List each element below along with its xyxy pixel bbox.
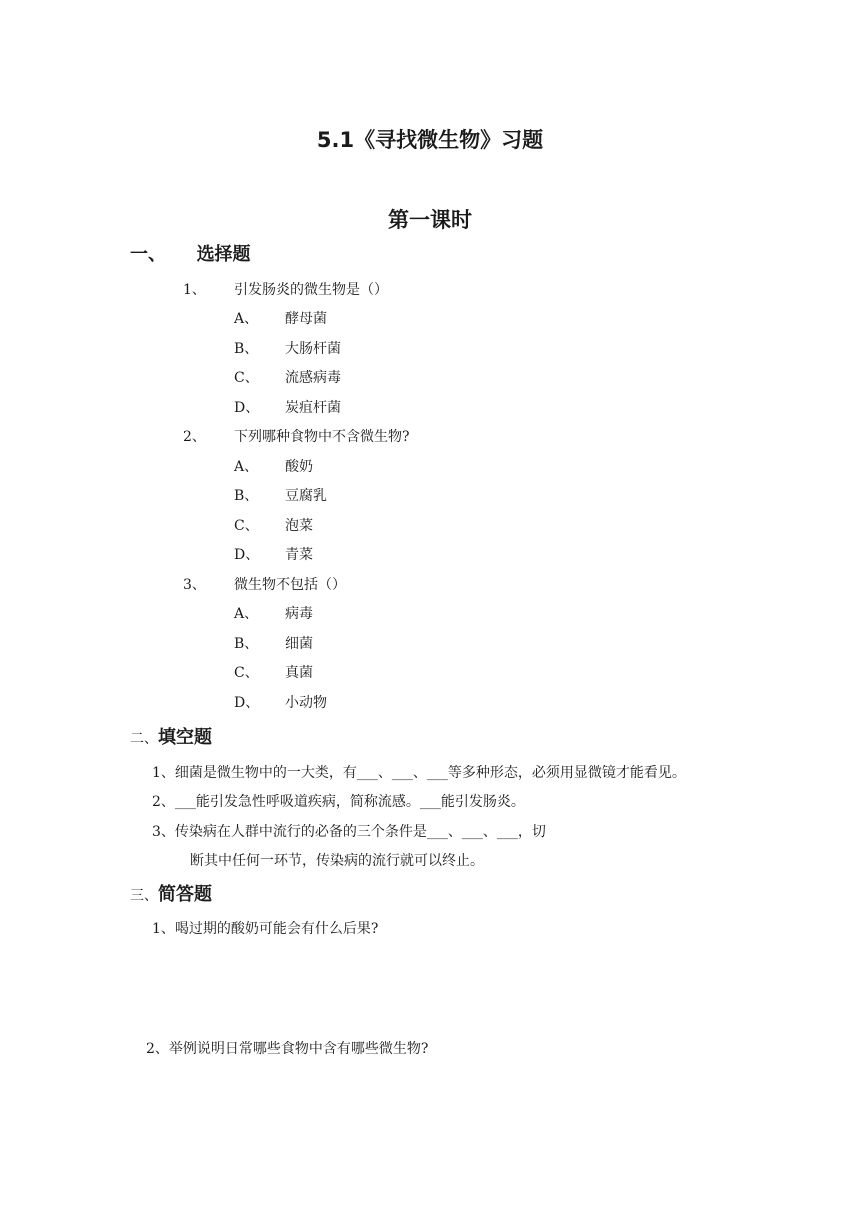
option-letter: C、 <box>234 665 259 681</box>
option-text: 豆腐乳 <box>285 488 327 504</box>
option-item <box>234 603 313 623</box>
question-number: 1、 <box>183 282 206 298</box>
section-label: 选择题 <box>196 244 251 265</box>
section-heading-short-answer <box>130 880 212 906</box>
section-label: 填空题 <box>158 727 212 748</box>
option-item <box>234 515 313 535</box>
option-item <box>234 338 341 358</box>
section-number: 一、 <box>130 244 166 265</box>
option-item <box>234 456 313 476</box>
page-title: 5.1《寻找微生物》习题 <box>316 128 544 152</box>
option-letter: A、 <box>234 606 259 622</box>
question-number: 3、 <box>183 577 206 593</box>
option-letter: C、 <box>234 518 259 534</box>
question-text: 微生物不包括（） <box>234 577 346 593</box>
option-text: 青菜 <box>285 547 313 563</box>
option-text: 酸奶 <box>285 459 313 475</box>
option-item <box>234 397 341 417</box>
option-text: 酵母菌 <box>285 311 327 327</box>
section-number: 三、 <box>130 888 158 904</box>
question-item <box>183 279 388 299</box>
short-answer-question: 1、喝过期的酸奶可能会有什么后果? <box>152 921 379 937</box>
option-letter: D、 <box>234 547 260 563</box>
question-text: 下列哪种食物中不含微生物? <box>234 429 410 445</box>
option-text: 小动物 <box>285 695 327 711</box>
option-letter: A、 <box>234 459 259 475</box>
option-item <box>234 308 327 328</box>
question-number: 2、 <box>183 429 206 445</box>
option-text: 炭疽杆菌 <box>285 400 341 416</box>
option-item <box>234 544 313 564</box>
option-letter: B、 <box>234 341 259 357</box>
option-text: 流感病毒 <box>285 370 341 386</box>
page-subtitle: 第一课时 <box>388 208 472 232</box>
fill-question-continuation: 断其中任何一环节，传染病的流行就可以终止。 <box>190 853 484 869</box>
option-item <box>234 662 313 682</box>
option-text: 真菌 <box>285 665 313 681</box>
section-heading-fill <box>130 723 212 749</box>
section-number: 二、 <box>130 731 158 747</box>
fill-question: 2、___能引发急性呼吸道疾病，简称流感。___能引发肠炎。 <box>152 794 525 810</box>
option-letter: D、 <box>234 695 260 711</box>
short-answer-question: 2、举例说明日常哪些食物中含有哪些微生物? <box>146 1041 429 1057</box>
option-letter: B、 <box>234 488 259 504</box>
option-letter: D、 <box>234 400 260 416</box>
question-item <box>183 426 410 446</box>
option-item <box>234 367 341 387</box>
question-item <box>183 574 346 594</box>
section-heading-choice <box>130 240 251 266</box>
question-text: 引发肠炎的微生物是（） <box>234 282 388 298</box>
option-item <box>234 485 327 505</box>
option-text: 泡菜 <box>285 518 313 534</box>
option-letter: B、 <box>234 636 259 652</box>
option-item <box>234 633 313 653</box>
fill-question: 1、细菌是微生物中的一大类，有___、___、___等多种形态，必须用显微镜才能看见。 <box>152 765 686 781</box>
fill-question: 3、传染病在人群中流行的必备的三个条件是___、___、___，切 <box>152 824 546 840</box>
option-text: 细菌 <box>285 636 313 652</box>
option-item <box>234 692 327 712</box>
option-letter: A、 <box>234 311 259 327</box>
section-label: 简答题 <box>158 884 212 905</box>
option-text: 病毒 <box>285 606 313 622</box>
option-text: 大肠杆菌 <box>285 341 341 357</box>
option-letter: C、 <box>234 370 259 386</box>
